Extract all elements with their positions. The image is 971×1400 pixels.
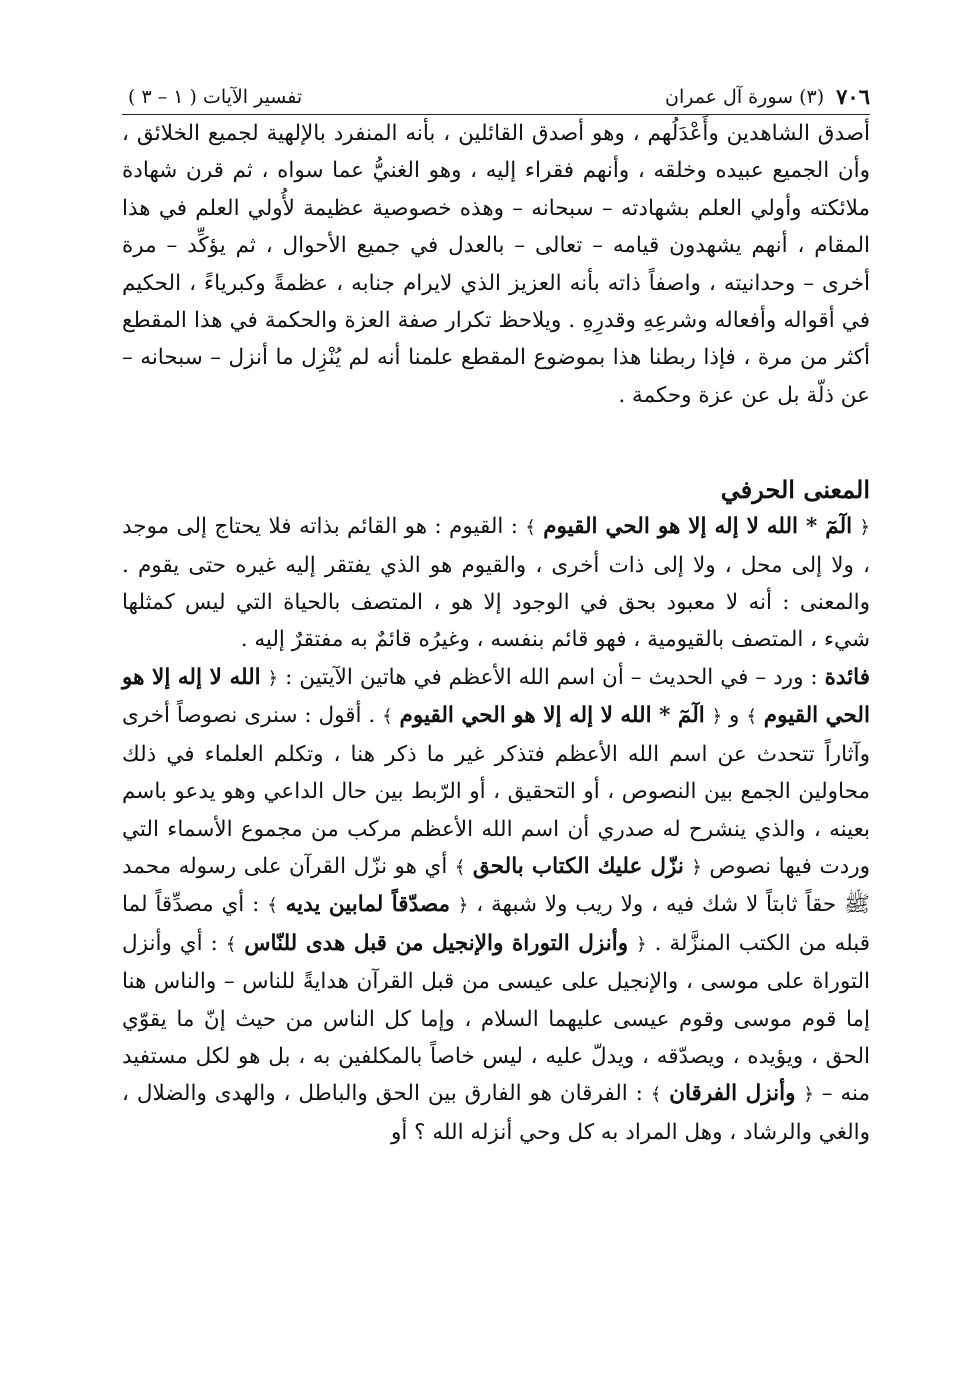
quran-bracket-close: ﴾ [225,933,237,955]
quran-bracket-close: ﴾ [746,706,757,728]
header-right-group [665,80,870,114]
note-label: فائدة [824,664,870,690]
section-heading: المعنى الحرفي [720,475,870,505]
paragraph-text: : القيوم : هو القائم بذاته فلا يحتاج إلى موجد ، ولا إلى محل ، ولا إلى ذات أخرى ، والقيوم هو الذي يفتقر إليه غيره حتى يقوم . والمعنى : أنه لا معبود بحق في الوجود إلا هو ، المتصف بالحياة التي ليس كمثلها شيء ، المتصف بالقيومية ، فهو قائم بنفسه ، وغيرُه قائمٌ به مفتقرٌ إليه . [122,514,870,653]
paragraph-text: : ورد – في الحديث – أن اسم الله الأعظم في هاتين الآيتين : [278,664,825,690]
quran-bracket-open: ﴿ [711,706,723,728]
quran-bracket-close: ﴾ [650,1084,662,1106]
page [122,80,870,1151]
quran-verse: الله لا إله إلا هو الحي القيوم [122,664,870,729]
paragraph-text: و [722,703,747,729]
quran-verse: الٓمٓ * الله لا إله إلا هو الحي القيوم [543,514,853,540]
surah-title: (٣) سورة آل عمران [664,86,825,108]
quran-verse: وأنزل الفرقان [669,1081,796,1107]
quran-bracket-close: ﴾ [267,895,278,917]
quran-verse: الٓمٓ * الله لا إله إلا هو الحي القيوم [399,703,705,729]
page-number: ٧٠٦ [836,84,870,109]
quran-bracket-open: ﴿ [267,667,279,689]
paragraph-note [122,659,870,1151]
quran-verse: وأنزل التوراة والإنجيل من قبل هدى للنّاس [244,930,629,956]
paragraph-literal-meaning [122,508,870,659]
quran-bracket-open: ﴿ [691,856,702,878]
quran-bracket-open: ﴿ [457,895,469,917]
paragraph-text: أي هو نزّل القرآن على رسوله محمد ﷺ حقاً ثابتاً لا شك فيه ، ولا ريب ولا شبهة ، [122,853,870,918]
quran-bracket-open: ﴿ [803,1084,814,1106]
paragraph-text: . أقول : سنرى نصوصاً أخرى وآثاراً تتحدث عن اسم الله الأعظم فتذكر غير ما ذكر هنا ، وتكلم العلماء في ذلك محاولين الجمع بين النصوص ، أو التحقيق ، أو الرّبط بين حال الداعي وهو يدعو باسم بعينه ، والذي ينشرح له صدري أن اسم الله الأعظم مركب من مجموع الأسماء التي وردت فيها نصوص [122,703,870,879]
section-title: تفسير الآيات ( ١ – ٣ ) [128,86,303,108]
quran-bracket-open: ﴿ [636,933,647,955]
paragraph-text: : أي مصدِّقاً لما قبله من الكتب المنزَّلة . [122,892,870,956]
quran-bracket-close: ﴾ [525,517,536,539]
paragraph-text: : أي وأنزل التوراة على موسى ، والإنجيل على عيسى من قبل القرآن هدايةً للناس – والناس هنا إما قوم موسى وقوم عيسى عليهما السلام ، وإما كل الناس من حيث إنّ ما يقوّي الحق ، ويؤيده ، ويصدّقه ، ويدلّ عليه ، ليس خاصاً بالمكلفين به ، بل هو لكل مستفيد منه – [122,930,870,1107]
quran-bracket-close: ﴾ [382,706,393,728]
paragraph-intro: أصدق الشاهدين وأَعْدَلُهم ، وهو أصدق القائلين ، بأنه المنفرد بالإلهية لجميع الخلائق ، وأن الجميع عبيده وخلقه ، وأنهم فقراء إليه ، وهو الغنيُّ عما سواه ، ثم قرن شهادة ملائكته وأولي العلم بشهادته – سبحانه – وهذه خصوصية عظيمة لأُولي العلم في هذا المقام ، أنهم يشهدون قيامه – تعالى – بالعدل في جميع الأحوال ، ثم يؤكِّد – مرة أخرى – وحدانيته ، واصفاً ذاته بأنه العزيز الذي لايرام جنابه ، عظمةً وكبرياءً ، الحكيم في أقواله وأفعاله وشرعِهِ وقدرِهِ . ويلاحظ تكرار صفة العزة والحكمة في هذا المقطع أكثر من مرة ، فإذا ربطنا هذا بموضوع المقطع علمنا أنه لم يُنْزِل ما أنزل – سبحانه – عن ذلّة بل عن عزة وحكمة . [122,121,870,408]
running-header [122,80,870,115]
quran-bracket-open: ﴿ [859,517,871,539]
quran-verse: مصدّقاً لمابين يديه [285,892,451,918]
quran-verse: نزّل عليك الكتاب بالحق [472,853,684,879]
paragraph-text: : الفرقان هو الفارق بين الحق والباطل ، والهدى والضلال ، والغي والرشاد ، وهل المراد به كل وحي أنزله الله ؟ أو [122,1081,870,1145]
quran-bracket-close: ﴾ [454,856,466,878]
